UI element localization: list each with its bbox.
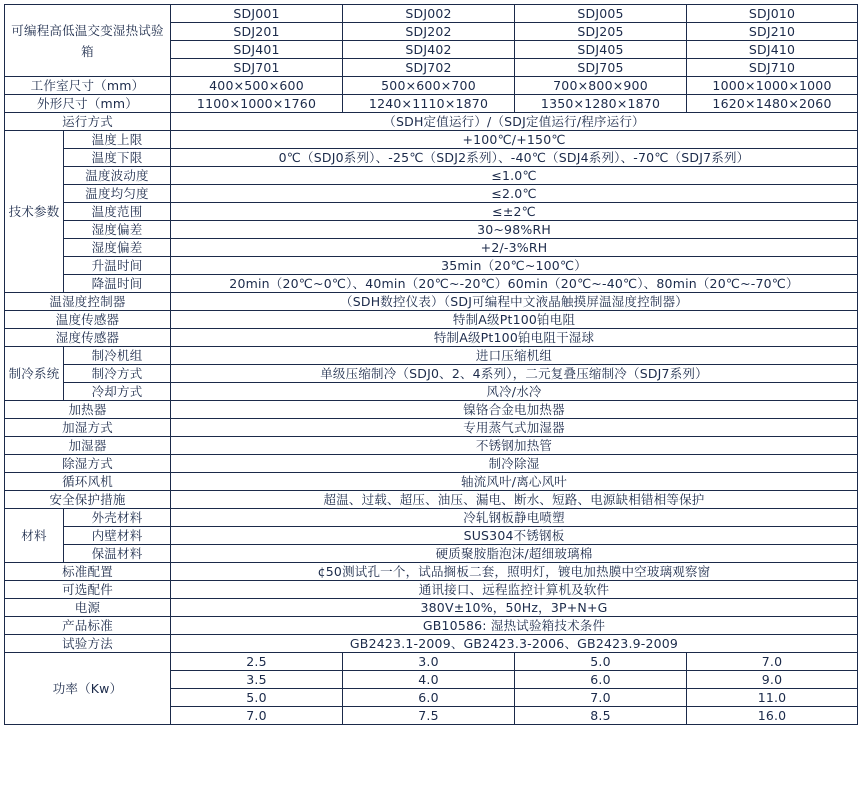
material-label: 保温材料	[64, 545, 171, 563]
tech-label: 温度波动度	[64, 167, 171, 185]
tech-value: 35min（20℃~100℃）	[171, 257, 858, 275]
power-cell: 7.0	[515, 689, 687, 707]
tech-label: 温度均匀度	[64, 185, 171, 203]
model-cell: SDJ701	[171, 59, 343, 77]
tech-row	[5, 185, 858, 203]
misc-value: 制冷除湿	[171, 455, 858, 473]
tech-row	[5, 203, 858, 221]
power-cell: 11.0	[687, 689, 858, 707]
tech-label: 温度上限	[64, 131, 171, 149]
tech-value: ≤±2℃	[171, 203, 858, 221]
misc-row	[5, 401, 858, 419]
material-group-label: 材料	[5, 509, 64, 563]
misc-row	[5, 437, 858, 455]
misc-row	[5, 455, 858, 473]
size-cell: 1620×1480×2060	[687, 95, 858, 113]
temp-sensor-value: 特制A级Pt100铂电阻	[171, 311, 858, 329]
misc-value: 镍铬合金电加热器	[171, 401, 858, 419]
model-cell: SDJ205	[515, 23, 687, 41]
tech-row	[5, 221, 858, 239]
model-cell: SDJ410	[687, 41, 858, 59]
inner-size-row	[5, 77, 858, 95]
tail-value: 通讯接口、远程监控计算机及软件	[171, 581, 858, 599]
hum-sensor-value: 特制A级Pt100铂电阻干湿球	[171, 329, 858, 347]
size-cell: 1100×1000×1760	[171, 95, 343, 113]
refrigeration-row	[5, 365, 858, 383]
power-cell: 3.0	[343, 653, 515, 671]
tech-label: 升温时间	[64, 257, 171, 275]
tech-value: 0℃（SDJ0系列）、-25℃（SDJ2系列）、-40℃（SDJ4系列）、-70℃（SDJ7系列）	[171, 149, 858, 167]
size-cell: 1350×1280×1870	[515, 95, 687, 113]
material-value: SUS304不锈钢板	[171, 527, 858, 545]
operation-label: 运行方式	[5, 113, 171, 131]
model-cell: SDJ402	[343, 41, 515, 59]
outer-size-label: 外形尺寸（mm）	[5, 95, 171, 113]
refrigeration-value: 风冷/水冷	[171, 383, 858, 401]
tech-label: 降温时间	[64, 275, 171, 293]
power-cell: 7.5	[343, 707, 515, 725]
tail-row	[5, 581, 858, 599]
material-row	[5, 527, 858, 545]
tail-row	[5, 635, 858, 653]
material-label: 外壳材料	[64, 509, 171, 527]
power-cell: 3.5	[171, 671, 343, 689]
misc-label: 加湿器	[5, 437, 171, 455]
tech-label: 温度范围	[64, 203, 171, 221]
tail-value: ¢50测试孔一个，试品搁板二套，照明灯，镀电加热膜中空玻璃观察窗	[171, 563, 858, 581]
misc-value: 轴流风叶/离心风叶	[171, 473, 858, 491]
hum-sensor-label: 湿度传感器	[5, 329, 171, 347]
model-cell: SDJ202	[343, 23, 515, 41]
tech-row	[5, 257, 858, 275]
misc-value: 专用蒸气式加湿器	[171, 419, 858, 437]
tail-label: 可选配件	[5, 581, 171, 599]
tail-row	[5, 599, 858, 617]
model-cell: SDJ002	[343, 5, 515, 23]
power-cell: 6.0	[515, 671, 687, 689]
model-cell: SDJ401	[171, 41, 343, 59]
spec-table	[4, 4, 858, 725]
material-row	[5, 509, 858, 527]
refrigeration-label: 制冷机组	[64, 347, 171, 365]
tail-label: 电源	[5, 599, 171, 617]
power-cell: 2.5	[171, 653, 343, 671]
material-label: 内壁材料	[64, 527, 171, 545]
tech-row	[5, 275, 858, 293]
model-cell: SDJ210	[687, 23, 858, 41]
misc-label: 加湿方式	[5, 419, 171, 437]
tech-label: 湿度偏差	[64, 221, 171, 239]
controller-value: （SDH数控仪表）（SDJ可编程中文液晶触摸屏温湿度控制器）	[171, 293, 858, 311]
refrigeration-group-label: 制冷系统	[5, 347, 64, 401]
tech-value: +2/-3%RH	[171, 239, 858, 257]
misc-value: 不锈钢加热管	[171, 437, 858, 455]
misc-row	[5, 419, 858, 437]
tech-value: 20min（20℃~0℃）、40min（20℃~-20℃）60min（20℃~-40℃）、80min（20℃~-70℃）	[171, 275, 858, 293]
misc-label: 安全保护措施	[5, 491, 171, 509]
inner-size-label: 工作室尺寸（mm）	[5, 77, 171, 95]
power-label: 功率（Kw）	[5, 653, 171, 725]
tail-row	[5, 617, 858, 635]
misc-row	[5, 491, 858, 509]
tech-label: 湿度偏差	[64, 239, 171, 257]
size-cell: 700×800×900	[515, 77, 687, 95]
operation-value: （SDH定值运行）/（SDJ定值运行/程序运行）	[171, 113, 858, 131]
power-cell: 8.5	[515, 707, 687, 725]
model-row	[5, 5, 858, 23]
power-cell: 16.0	[687, 707, 858, 725]
power-cell: 5.0	[171, 689, 343, 707]
misc-value: 超温、过载、超压、油压、漏电、断水、短路、电源缺相错相等保护	[171, 491, 858, 509]
tail-label: 标准配置	[5, 563, 171, 581]
model-cell: SDJ201	[171, 23, 343, 41]
size-cell: 1000×1000×1000	[687, 77, 858, 95]
material-row	[5, 545, 858, 563]
refrigeration-row	[5, 383, 858, 401]
tail-row	[5, 563, 858, 581]
tech-row	[5, 149, 858, 167]
tail-value: GB2423.1-2009、GB2423.3-2006、GB2423.9-2009	[171, 635, 858, 653]
controller-row	[5, 293, 858, 311]
power-cell: 6.0	[343, 689, 515, 707]
refrigeration-label: 冷却方式	[64, 383, 171, 401]
model-cell: SDJ405	[515, 41, 687, 59]
material-value: 硬质聚胺脂泡沫/超细玻璃棉	[171, 545, 858, 563]
tech-value: ≤1.0℃	[171, 167, 858, 185]
tech-label: 温度下限	[64, 149, 171, 167]
temp-sensor-row	[5, 311, 858, 329]
misc-label: 加热器	[5, 401, 171, 419]
tech-group-label: 技术参数	[5, 131, 64, 293]
refrigeration-label: 制冷方式	[64, 365, 171, 383]
tech-row	[5, 131, 858, 149]
model-cell: SDJ710	[687, 59, 858, 77]
tail-value: 380V±10%，50Hz，3P+N+G	[171, 599, 858, 617]
size-cell: 400×500×600	[171, 77, 343, 95]
tech-value: 30~98%RH	[171, 221, 858, 239]
power-cell: 4.0	[343, 671, 515, 689]
power-cell: 9.0	[687, 671, 858, 689]
model-cell: SDJ010	[687, 5, 858, 23]
tech-row	[5, 167, 858, 185]
model-cell: SDJ005	[515, 5, 687, 23]
model-cell: SDJ705	[515, 59, 687, 77]
refrigeration-value: 进口压缩机组	[171, 347, 858, 365]
tech-value: ≤2.0℃	[171, 185, 858, 203]
tech-value: +100℃/+150℃	[171, 131, 858, 149]
temp-sensor-label: 温度传感器	[5, 311, 171, 329]
material-value: 冷轧钢板静电喷塑	[171, 509, 858, 527]
hum-sensor-row	[5, 329, 858, 347]
power-row	[5, 653, 858, 671]
model-cell: SDJ001	[171, 5, 343, 23]
tail-label: 产品标准	[5, 617, 171, 635]
tail-label: 试验方法	[5, 635, 171, 653]
power-cell: 7.0	[171, 707, 343, 725]
misc-label: 循环风机	[5, 473, 171, 491]
operation-row	[5, 113, 858, 131]
outer-size-row	[5, 95, 858, 113]
tail-value: GB10586: 湿热试验箱技术条件	[171, 617, 858, 635]
misc-row	[5, 473, 858, 491]
refrigeration-row	[5, 347, 858, 365]
model-group-label: 可编程高低温交变湿热试验箱	[5, 5, 171, 77]
size-cell: 500×600×700	[343, 77, 515, 95]
model-cell: SDJ702	[343, 59, 515, 77]
tech-row	[5, 239, 858, 257]
power-cell: 5.0	[515, 653, 687, 671]
size-cell: 1240×1110×1870	[343, 95, 515, 113]
controller-label: 温湿度控制器	[5, 293, 171, 311]
misc-label: 除湿方式	[5, 455, 171, 473]
refrigeration-value: 单级压缩制冷（SDJ0、2、4系列），二元复叠压缩制冷（SDJ7系列）	[171, 365, 858, 383]
power-cell: 7.0	[687, 653, 858, 671]
